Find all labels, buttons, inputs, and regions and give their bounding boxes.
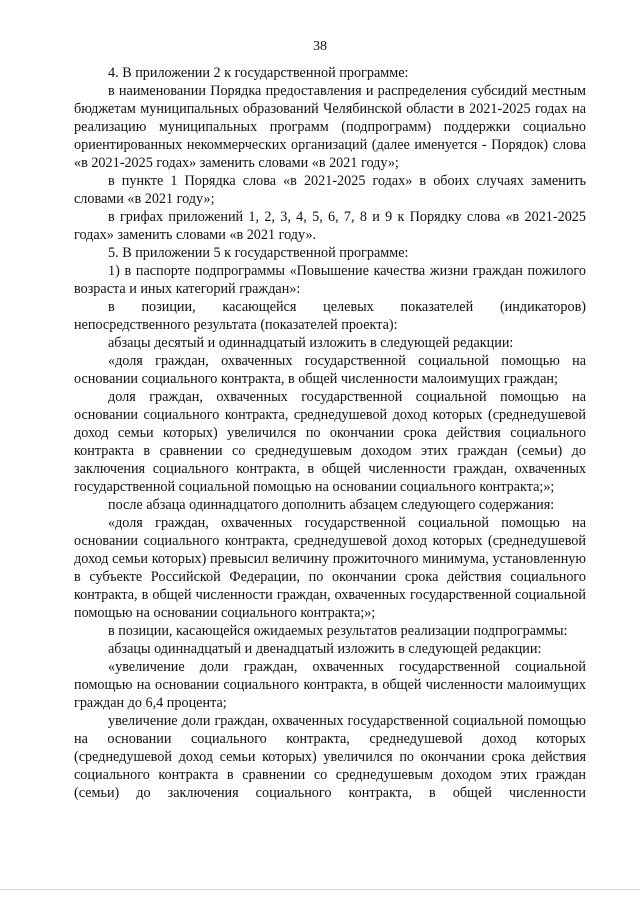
document-body xyxy=(74,64,586,802)
paragraph: в пункте 1 Порядка слова «в 2021-2025 годах» в обоих случаях заменить словами «в 2021 году»; xyxy=(74,173,586,207)
paragraph: абзацы одиннадцатый и двенадцатый изложить в следующей редакции: xyxy=(108,641,542,657)
paragraph: в позиции, касающейся ожидаемых результатов реализации подпрограммы: xyxy=(108,623,568,639)
paragraph: в грифах приложений 1, 2, 3, 4, 5, 6, 7, 8 и 9 к Порядку слова «в 2021-2025 годах» заменить словами «в 2021 году». xyxy=(74,209,586,243)
paragraph: доля граждан, охваченных государственной социальной помощью на основании социального контракта, среднедушевой доход которых (среднедушевой доход семьи которых) увеличился по окончании срока действия социального контракта в сравнении со среднедушевым доходом этих граждан (семьи) до заключения социального контракта, в общей численности граждан, охваченных государственной социальной помощью на основании социального контракта;»; xyxy=(74,389,586,495)
paragraph: абзацы десятый и одиннадцатый изложить в следующей редакции: xyxy=(108,335,514,351)
paragraph: «доля граждан, охваченных государственной социальной помощью на основании социального контракта, в общей численности малоимущих граждан; xyxy=(74,353,586,387)
paragraph: 5. В приложении 5 к государственной программе: xyxy=(108,245,409,261)
paragraph: 1) в паспорте подпрограммы «Повышение качества жизни граждан пожилого возраста и иных категорий граждан»: xyxy=(74,263,586,297)
paragraph: в наименовании Порядка предоставления и распределения субсидий местным бюджетам муниципальных образований Челябинской области в 2021-2025 годах на реализацию муниципальных программ (подпрограмм) поддержки социально ориентированных некоммерческих организаций (далее именуется - Порядок) слова «в 2021-2025 годах» заменить словами «в 2021 году»; xyxy=(74,83,586,171)
paragraph: после абзаца одиннадцатого дополнить абзацем следующего содержания: xyxy=(108,497,555,513)
paragraph: «доля граждан, охваченных государственной социальной помощью на основании социального контракта, среднедушевой доход которых (среднедушевой доход семьи которых) превысил величину прожиточного минимума, установленную в субъекте Российской Федерации, по окончании срока действия социального контракта, в общей численности граждан, охваченных государственной социальной помощью на основании социального контракта;»; xyxy=(74,515,586,621)
paragraph: в позиции, касающейся целевых показателей (индикаторов) непосредственного результата (показателей проекта): xyxy=(74,299,586,333)
paragraph: 4. В приложении 2 к государственной программе: xyxy=(108,65,409,81)
page-number: 38 xyxy=(313,39,327,54)
bottom-rule xyxy=(0,889,640,890)
paragraph: увеличение доли граждан, охваченных государственной социальной помощью на основании социального контракта, среднедушевой доход которых (среднедушевой доход семьи которых) увеличился по окончании срока действия социального контракта в сравнении со среднедушевым доходом этих граждан (семьи) до заключения социального контракта, в общей численности xyxy=(74,713,586,801)
paragraph: «увеличение доли граждан, охваченных государственной социальной помощью на основании социального контракта, в общей численности малоимущих граждан до 6,4 процента; xyxy=(74,659,586,711)
